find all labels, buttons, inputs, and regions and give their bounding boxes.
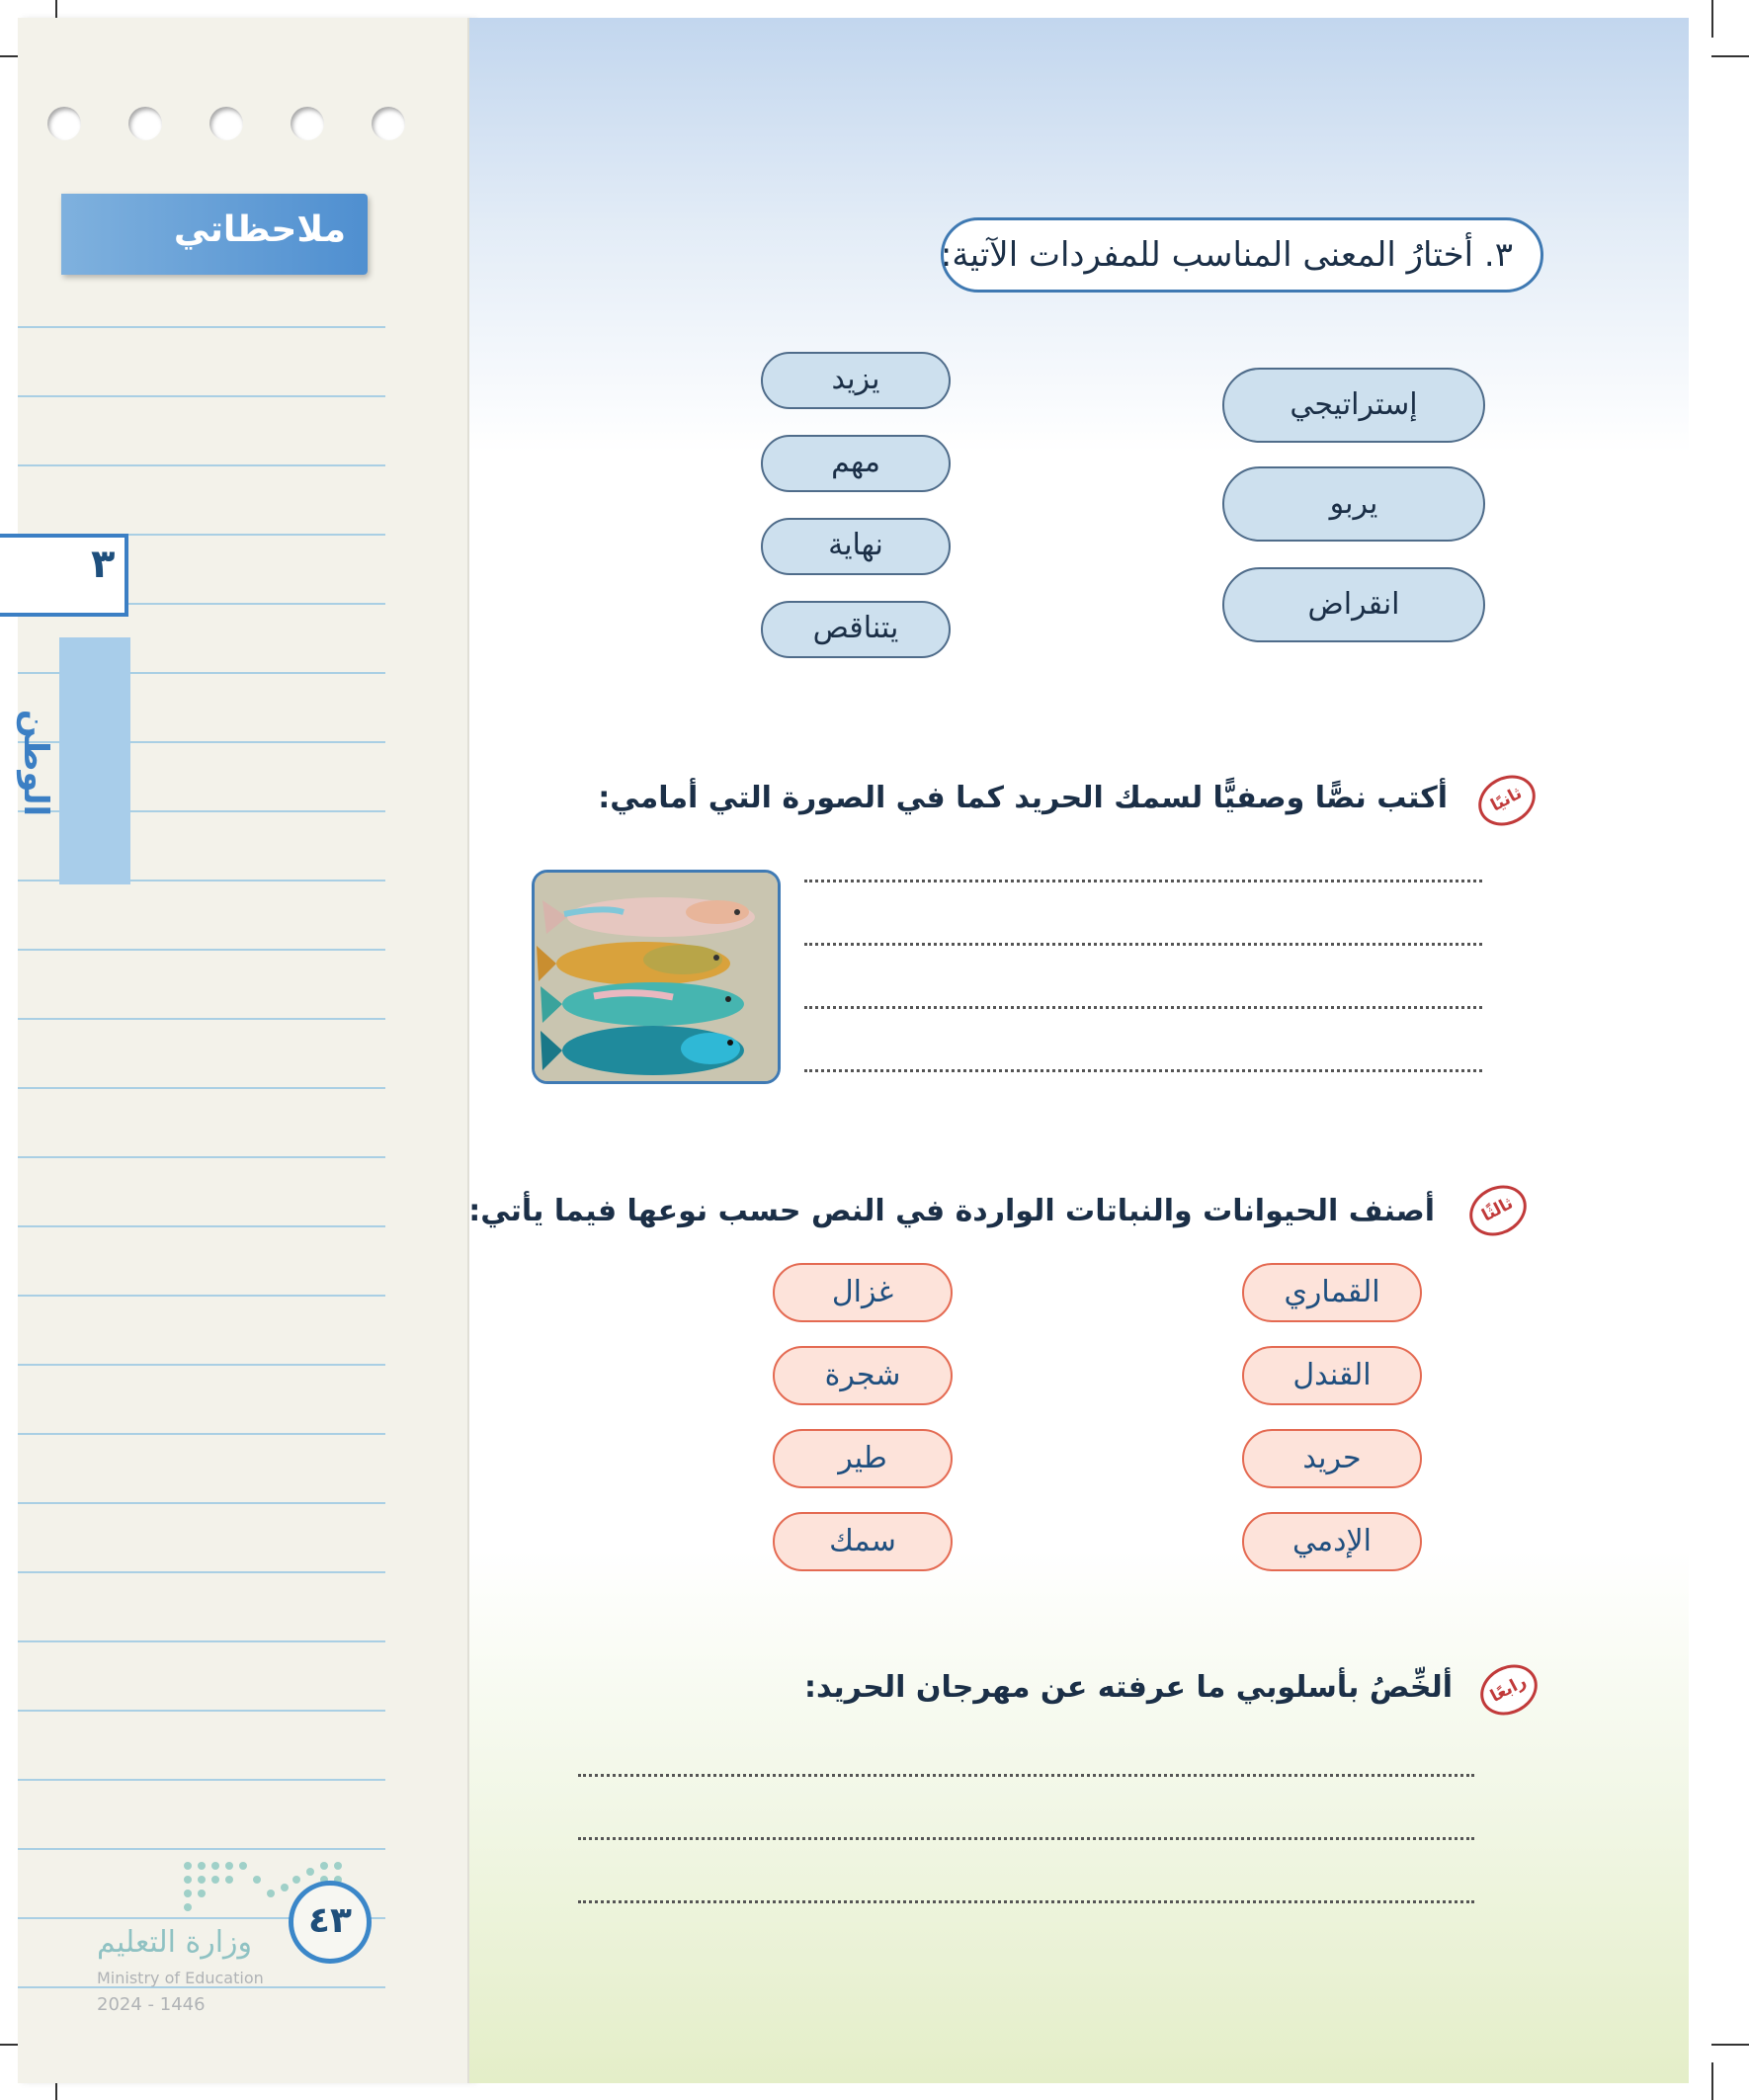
- word-pill[interactable]: انقراض: [1222, 567, 1485, 642]
- meaning-pill[interactable]: يزيد: [761, 352, 951, 409]
- item-pill[interactable]: حريد: [1242, 1429, 1422, 1488]
- notebook-ruled-line: [18, 1364, 385, 1366]
- notebook-ruled-line: [18, 1018, 385, 1020]
- binder-hole: [128, 107, 162, 140]
- ministry-name-arabic: وزارة التعليم: [97, 1925, 253, 1960]
- item-pill[interactable]: الإدمي: [1242, 1512, 1422, 1571]
- notebook-ruled-line: [18, 1295, 385, 1297]
- binder-hole: [47, 107, 81, 140]
- parrotfish-photo: [532, 870, 781, 1084]
- word-pill[interactable]: يربو: [1222, 466, 1485, 542]
- notes-sidebar: [18, 18, 473, 2083]
- notebook-ruled-line: [18, 1640, 385, 1642]
- classify-heading: أصنف الحيوانات والنباتات الواردة في النص حسب نوعها فيما يأتي:: [468, 1194, 1435, 1228]
- unit-name: الوطن: [16, 709, 55, 817]
- answer-line[interactable]: [804, 880, 1482, 882]
- section-badge-second: ثانيًا: [1469, 766, 1544, 836]
- summary-line[interactable]: [578, 1900, 1474, 1903]
- notebook-ruled-line: [18, 1710, 385, 1712]
- page-number: ٤٣: [289, 1881, 372, 1964]
- notebook-ruled-line: [18, 464, 385, 466]
- notebook-ruled-line: [18, 326, 385, 328]
- word-pill[interactable]: إستراتيجي: [1222, 368, 1485, 443]
- summary-line[interactable]: [578, 1774, 1474, 1777]
- item-pill[interactable]: القندل: [1242, 1346, 1422, 1405]
- meaning-pill[interactable]: نهاية: [761, 518, 951, 575]
- answer-line[interactable]: [804, 1069, 1482, 1072]
- answer-line[interactable]: [804, 1006, 1482, 1009]
- notebook-ruled-line: [18, 1156, 385, 1158]
- binder-hole: [291, 107, 324, 140]
- notebook-ruled-line: [18, 395, 385, 397]
- notes-title-tab: [61, 194, 368, 275]
- notebook-ruled-line: [18, 1087, 385, 1089]
- unit-ribbon: [59, 637, 130, 884]
- category-pill[interactable]: غزال: [773, 1263, 953, 1322]
- item-pill[interactable]: القماري: [1242, 1263, 1422, 1322]
- meaning-pill[interactable]: مهم: [761, 435, 951, 492]
- notebook-ruled-line: [18, 1225, 385, 1227]
- section-badge-third: ثالثًا: [1460, 1176, 1536, 1246]
- category-pill[interactable]: شجرة: [773, 1346, 953, 1405]
- binder-hole: [209, 107, 243, 140]
- binder-hole: [372, 107, 405, 140]
- question-3-text: ٣. أختارُ المعنى المناسب للمفردات الآتية:: [940, 235, 1513, 275]
- category-pill[interactable]: سمك: [773, 1512, 953, 1571]
- notebook-ruled-line: [18, 1848, 385, 1850]
- section-badge-fourth: رابعًا: [1471, 1655, 1546, 1725]
- edition-year: 2024 - 1446: [97, 1994, 206, 2015]
- notes-title: ملاحظاتي: [173, 210, 346, 250]
- notebook-ruled-line: [18, 1571, 385, 1573]
- notebook-ruled-line: [18, 1779, 385, 1781]
- meaning-pill[interactable]: يتناقص: [761, 601, 951, 658]
- unit-number: ٣: [91, 542, 116, 587]
- summarize-heading: ألخِّصُ بأسلوبي ما عرفته عن مهرجان الحريد:: [804, 1670, 1453, 1705]
- notebook-ruled-line: [18, 949, 385, 951]
- answer-line[interactable]: [804, 943, 1482, 946]
- notebook-ruled-line: [18, 1433, 385, 1435]
- category-pill[interactable]: طير: [773, 1429, 953, 1488]
- describe-heading: أكتب نصًّا وصفيًّا لسمك الحريد كما في الصورة التي أمامي:: [598, 781, 1448, 815]
- summary-line[interactable]: [578, 1837, 1474, 1840]
- ministry-name-english: Ministry of Education: [97, 1969, 264, 1987]
- question-3-box: [941, 217, 1543, 293]
- notebook-ruled-line: [18, 1502, 385, 1504]
